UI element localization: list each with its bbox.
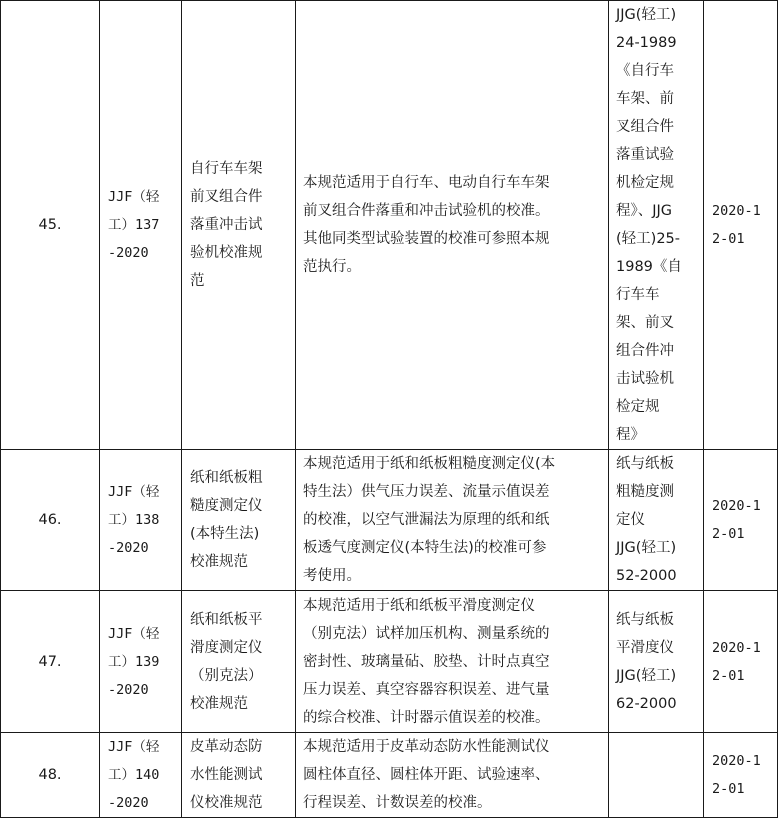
table-row xyxy=(1,733,778,818)
standard-code: JJF（轻 工）137 -2020 xyxy=(100,1,182,450)
replaced-standard xyxy=(609,733,704,818)
table-row xyxy=(1,450,778,591)
table-row xyxy=(1,1,778,450)
standard-code: JJF（轻 工）140 -2020 xyxy=(100,733,182,818)
scope-description: 本规范适用于皮革动态防水性能测试仪 圆柱体直径、圆柱体开距、试验速率、 行程误差、计数误差的校准。 xyxy=(296,733,609,818)
standard-name: 纸和纸板平 滑度测定仪 （别克法） 校准规范 xyxy=(182,591,296,733)
row-number: 46. xyxy=(1,450,100,591)
row-number: 48. xyxy=(1,733,100,818)
row-number: 45. xyxy=(1,1,100,450)
row-number: 47. xyxy=(1,591,100,733)
standard-name: 纸和纸板粗 糙度测定仪 (本特生法) 校准规范 xyxy=(182,450,296,591)
standard-name: 自行车车架 前叉组合件 落重冲击试 验机校准规 范 xyxy=(182,1,296,450)
replaced-standard: JJG(轻工) 24-1989 《自行车 车架、前 叉组合件 落重试验 机检定规 程》、JJG (轻工)25- 1989《自 行车车 架、前叉 组合件冲 击试验机 检定规 程》 xyxy=(609,1,704,450)
standard-code: JJF（轻 工）138 -2020 xyxy=(100,450,182,591)
effective-date: 2020-1 2-01 xyxy=(704,1,778,450)
scope-description: 本规范适用于纸和纸板平滑度测定仪 （别克法）试样加压机构、测量系统的 密封性、玻璃量砧、胶垫、计时点真空 压力误差、真空容器容积误差、进气量 的综合校准、计时器示值误差的校准。 xyxy=(296,591,609,733)
standard-code: JJF（轻 工）139 -2020 xyxy=(100,591,182,733)
table-row xyxy=(1,591,778,733)
scope-description: 本规范适用于纸和纸板粗糙度测定仪(本 特生法）供气压力误差、流量示值误差 的校准，以空气泄漏法为原理的纸和纸 板透气度测定仪(本特生法)的校准可参 考使用。 xyxy=(296,450,609,591)
standard-name: 皮革动态防 水性能测试 仪校准规范 xyxy=(182,733,296,818)
scope-description: 本规范适用于自行车、电动自行车车架 前叉组合件落重和冲击试验机的校准。 其他同类型试验装置的校准可参照本规 范执行。 xyxy=(296,1,609,450)
effective-date: 2020-1 2-01 xyxy=(704,450,778,591)
effective-date: 2020-1 2-01 xyxy=(704,591,778,733)
replaced-standard: 纸与纸板 粗糙度测 定仪 JJG(轻工) 52-2000 xyxy=(609,450,704,591)
replaced-standard: 纸与纸板 平滑度仪 JJG(轻工) 62-2000 xyxy=(609,591,704,733)
effective-date: 2020-1 2-01 xyxy=(704,733,778,818)
